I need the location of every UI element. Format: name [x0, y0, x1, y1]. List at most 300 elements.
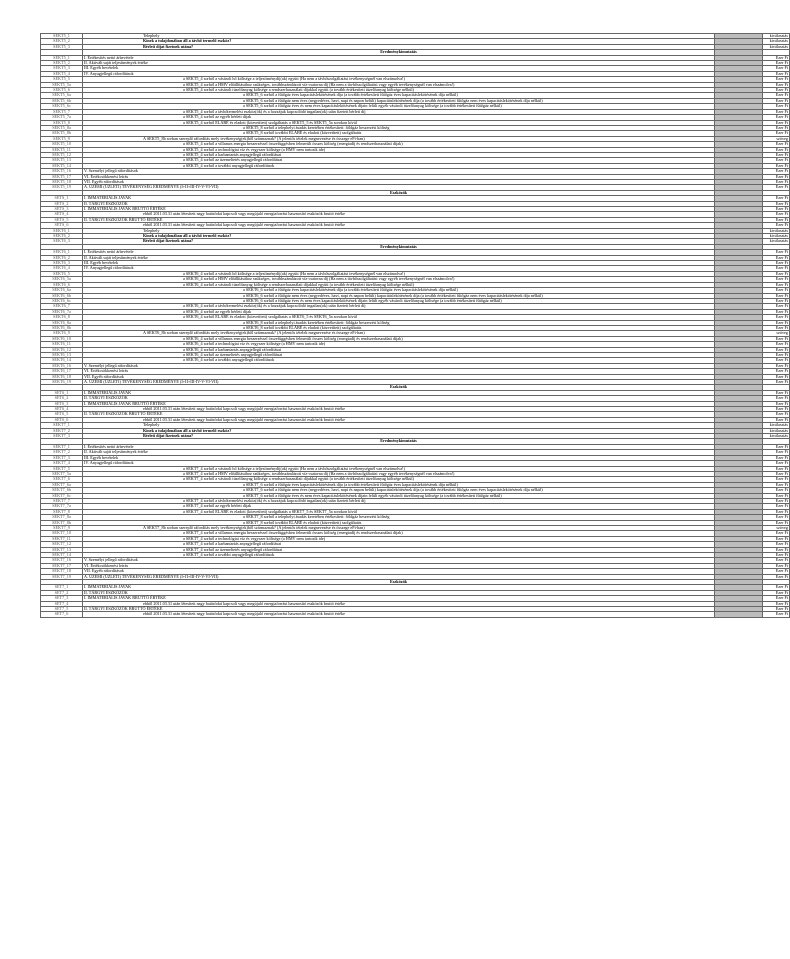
- row-label: a SEKT5_6 sorból a fűtőgáz éves kapacitáslekötésének díja (a tovább értékesített fűtőgáz éves kapacitáslekötésének díja nélkül): [83, 93, 715, 98]
- row-label: a SEKT5_4 sorból a további anyagjellegű ráfordítások: [83, 163, 715, 168]
- row-label: IV. Anyagjellegű ráfordítások: [83, 461, 715, 466]
- row-code: SEKT7_9: [41, 525, 83, 530]
- row-label: II. Aktivált saját teljesítmények értéke: [83, 61, 715, 66]
- row-code: SEKT5_5a: [41, 82, 83, 87]
- row-unit: Ezer Ft: [763, 363, 790, 368]
- row-unit: Ezer Ft: [763, 547, 790, 552]
- row-unit: kiválasztás: [763, 239, 790, 244]
- row-label: ebből 2011.03.31 után létesített nagy hatásfokú kapcsolt vagy megújuló energiaforrást hasznosító eszközök bruttó értéke: [83, 407, 715, 412]
- row-label: a SEKT5_4 sorból a villamos energia beszerzéssel összefüggésben felmerült összes költség (energiadíj és rendszerhasználati díjak): [83, 142, 715, 147]
- row-label: a SEKT5_4 sorból az egyéb bérleti díjak: [83, 115, 715, 120]
- row-unit: Ezer Ft: [763, 498, 790, 503]
- row-code: SET7_3: [41, 596, 83, 601]
- row-unit: Ezer Ft: [763, 574, 790, 579]
- row-label: III. Egyéb bevételek: [83, 66, 715, 71]
- row-unit: Ezer Ft: [763, 120, 790, 125]
- row-code: SEKT7_18: [41, 569, 83, 574]
- row-unit: Ezer Ft: [763, 444, 790, 449]
- row-label: ebből 2011.03.31 után létesített nagy hatásfokú kapcsolt vagy megújuló energiaforrást hasznosító eszközök bruttó értéke: [83, 212, 715, 217]
- row-label: VI. Értékcsökkenési leírás: [83, 369, 715, 374]
- row-unit: kiválasztás: [763, 428, 790, 433]
- row-code: SEKT5_10: [41, 142, 83, 147]
- row-label: III. Egyéb bevételek: [83, 455, 715, 460]
- row-code: SEKT7_6: [41, 477, 83, 482]
- row-unit: Ezer Ft: [763, 607, 790, 612]
- row-unit: Ezer Ft: [763, 250, 790, 255]
- row-code: SEKT5_6b: [41, 98, 83, 103]
- row-code: SEKT7_7a: [41, 504, 83, 509]
- row-label: I. Értékesítés nettó árbevétele: [83, 250, 715, 255]
- row-label: a SEKT7_4 sorból a technológiai víz és vegyszer költsége (a HMV nem tartozik ide): [83, 536, 715, 541]
- row-label: I. IMMATERIÁLIS JAVAK BRUTTÓ ÉRTÉKE: [83, 401, 715, 406]
- row-unit: Ezer Ft: [763, 347, 790, 352]
- row-label: a SEKT7_4 sorból az egyéb bérleti díjak: [83, 504, 715, 509]
- row-label: a SEKT7_4 sorból a villamos energia beszerzéssel összefüggésben felmerült összes költség (energiadíj és rendszerhasználati díjak): [83, 531, 715, 536]
- row-unit: Ezer Ft: [763, 309, 790, 314]
- row-unit: kiválasztás: [763, 234, 790, 239]
- row-unit: Ezer Ft: [763, 266, 790, 271]
- row-code: SEKT5_17: [41, 174, 83, 179]
- value-input-cell[interactable]: [715, 612, 763, 617]
- row-code: SEKT7_8a: [41, 515, 83, 520]
- row-label: a SEKT5_4 sorból a távhőtermelési eszköz(ök) és a hozzájuk kapcsolódó ingatlan(ok) után fizetett bérleti díj: [83, 109, 715, 114]
- row-code: SEKT5_1: [41, 34, 83, 39]
- row-unit: kiválasztás: [763, 423, 790, 428]
- row-code: SEKT5_4: [41, 71, 83, 76]
- row-code: SEKT5_3: [41, 66, 83, 71]
- row-unit: Ezer Ft: [763, 477, 790, 482]
- row-unit: szöveg: [763, 331, 790, 336]
- row-code: SEKT6_13: [41, 352, 83, 357]
- row-unit: Ezer Ft: [763, 515, 790, 520]
- table-row: [41, 612, 790, 617]
- row-label: a SEKT6_4 sorból a távhőtermelési eszköz(ök) és a hozzájuk kapcsolódó ingatlan(ok) után fizetett bérleti díj: [83, 304, 715, 309]
- row-unit: Ezer Ft: [763, 55, 790, 60]
- row-unit: Ezer Ft: [763, 125, 790, 130]
- row-label: V. Személyi jellegű ráfordítások: [83, 558, 715, 563]
- row-code: SEKT6_1: [41, 250, 83, 255]
- row-unit: Ezer Ft: [763, 142, 790, 147]
- row-code: SEKT5_9: [41, 136, 83, 141]
- row-code: SET7_1: [41, 585, 83, 590]
- row-code: SEKT6_10: [41, 336, 83, 341]
- row-label: IV. Anyagjellegű ráfordítások: [83, 71, 715, 76]
- row-label: a SEKT5_4 sorból a vásárolt hő költsége a teljesítménydíj(ak) együtt (Ha nem a távhőszolgáltatási tevékenységnél van elszámolva!): [83, 77, 715, 82]
- row-code: SEKT6_16: [41, 363, 83, 368]
- row-label: a SEKT7_4 sorból a távhőtermelési eszköz(ök) és a hozzájuk kapcsolódó ingatlan(ok) után fizetett bérleti díj: [83, 498, 715, 503]
- row-unit: Ezer Ft: [763, 82, 790, 87]
- row-unit: Ezer Ft: [763, 288, 790, 293]
- row-label: II. TÁRGYI ESZKÖZÖK: [83, 396, 715, 401]
- row-code: SEKT5_11: [41, 147, 83, 152]
- section-title: Eszközök: [83, 190, 715, 195]
- row-label: a SEKT7_6 sorból a fűtőgáz nem éves (negyedéves, havi, napi és napon belüli) kapacitáslekötésének díja (a tovább értékesített fűtőgáz nem éves kapacitáslekötésének díja nélkül): [83, 488, 715, 493]
- row-label: a SEKT7_4 sorból a vásárolt tüzelőanyag költsége a rendszerhasználati díjakkal együtt (a tovább értékesített tüzelőanyag költsége nélkül): [83, 477, 715, 482]
- row-code: SEKT5_18: [41, 179, 83, 184]
- row-unit: Ezer Ft: [763, 374, 790, 379]
- row-code: SET7_4: [41, 601, 83, 606]
- row-code: SETS_5: [41, 217, 83, 222]
- row-unit: Ezer Ft: [763, 369, 790, 374]
- row-label: a SEKT7_8 sorból további ELÁBÉ és eladott (közvetített) szolgáltatás: [83, 520, 715, 525]
- row-code: SEKT7_5: [41, 466, 83, 471]
- row-label: VII. Egyéb ráfordítások: [83, 179, 715, 184]
- row-code: SEKT7_8: [41, 509, 83, 514]
- row-code: SEKT7_2: [41, 428, 83, 433]
- row-code: SEKT6_6a: [41, 288, 83, 293]
- row-unit: Ezer Ft: [763, 509, 790, 514]
- row-unit: Ezer Ft: [763, 207, 790, 212]
- row-code: SEKT5_2: [41, 39, 83, 44]
- row-code: SEKT6_18: [41, 374, 83, 379]
- row-label: V. Személyi jellegű ráfordítások: [83, 169, 715, 174]
- row-code: SEKT6_14: [41, 358, 83, 363]
- row-label: a SEKT6_4 sorból a HMV előállításához szükséges, továbbszámlázott víz-csatorna díj (Ha nem a távhőszolgáltatási vagy egyéb tevékenységnél van elszámolva!): [83, 277, 715, 282]
- row-label: I. IMMATERIÁLIS JAVAK: [83, 585, 715, 590]
- spreadsheet: [40, 33, 788, 618]
- row-code: SEKT6_7: [41, 304, 83, 309]
- row-label: I. Értékesítés nettó árbevétele: [83, 444, 715, 449]
- row-label: a SEKT5_6 sorból a fűtőgáz éves és nem éves kapacitáslekötésének díjain felüli egyéb vásárolt tüzelőanyag költsége (a tovább értékesített fűtőgáz nélkül): [83, 104, 715, 109]
- row-code: SEKT7_11: [41, 536, 83, 541]
- row-label: a SEKT5_8 sorból a telephelyi ásadás keretében értékesített: földgáz beszerzési költség: [83, 125, 715, 130]
- row-code: SEKT5_7a: [41, 115, 83, 120]
- row-code: SEKT6_8b: [41, 325, 83, 330]
- row-unit: Ezer Ft: [763, 255, 790, 260]
- row-code: SEKT6_9: [41, 331, 83, 336]
- row-code: SETS_3: [41, 207, 83, 212]
- row-code: SEKT6_6: [41, 282, 83, 287]
- row-code: SEKT7_3: [41, 434, 83, 439]
- row-code: SEKT5_8: [41, 120, 83, 125]
- row-unit: Ezer Ft: [763, 358, 790, 363]
- row-unit: Ezer Ft: [763, 455, 790, 460]
- row-unit: Ezer Ft: [763, 488, 790, 493]
- row-unit: Ezer Ft: [763, 277, 790, 282]
- row-label: a SEKT7_4 sorból a HMV előállításához szükséges, továbbszámlázott víz-csatorna díj (Ha nem a távhőszolgáltatási vagy egyéb tevékenységnél van elszámolva!): [83, 471, 715, 476]
- row-unit: Ezer Ft: [763, 342, 790, 347]
- row-code: SEKT6_5: [41, 271, 83, 276]
- row-code: SEKT7_5a: [41, 471, 83, 476]
- row-unit: Ezer Ft: [763, 147, 790, 152]
- row-label: a SEKT6_6 sorból a fűtőgáz éves kapacitáslekötésének díja (a tovább értékesített fűtőgáz éves kapacitáslekötésének díja nélkül): [83, 288, 715, 293]
- row-code: SETS_2: [41, 201, 83, 206]
- row-code: SEKT7_4: [41, 461, 83, 466]
- row-label: a SEKT6_4 sorból a karbantartás anyagjellegű ráfordításai: [83, 347, 715, 352]
- row-label: a SEKT6_4 sorból a technológiai víz és vegyszer költsége (a HMV nem tartozik ide): [83, 342, 715, 347]
- row-unit: Ezer Ft: [763, 504, 790, 509]
- row-code: SEKT6_8: [41, 315, 83, 320]
- row-code: SEKT7_6a: [41, 482, 83, 487]
- row-label: II. TÁRGYI ESZKÖZÖK: [83, 201, 715, 206]
- row-unit: Ezer Ft: [763, 217, 790, 222]
- row-unit: Ezer Ft: [763, 612, 790, 617]
- row-code: SEKT6_4: [41, 266, 83, 271]
- row-label: ebből 2011.03.31 után létesített nagy hatásfokú kapcsolt vagy megújuló energiaforrást hasznosító eszközök bruttó értéke: [83, 417, 715, 422]
- row-unit: Ezer Ft: [763, 590, 790, 595]
- row-unit: Ezer Ft: [763, 482, 790, 487]
- row-label: a SEKT6_4 sorból ELÁBÉ és eladott (közvetített) szolgáltatás a SEKT6_5 és SEKT6_5a sorokon kívül: [83, 315, 715, 320]
- row-label: a SEKT7_4 sorból ELÁBÉ és eladott (közvetített) szolgáltatás a SEKT7_5 és SEKT7_5a sorokon kívül: [83, 509, 715, 514]
- row-unit: Ezer Ft: [763, 417, 790, 422]
- row-code: SEKT6_1: [41, 228, 83, 233]
- row-label: a SEKT6_4 sorból az egyéb bérleti díjak: [83, 309, 715, 314]
- row-label: A. ÜZEMI (ÜZLETI) TEVÉKENYSÉG EREDMÉNYE (I+II+III-IV-V-VI-VII): [83, 574, 715, 579]
- row-label: a SEKT5_6 sorból a fűtőgáz nem éves (negyedéves, havi, napi és napon belüli) kapacitáslekötésének díja (a tovább értékesített fűtőgáz nem éves kapacitáslekötésének díja nélkül): [83, 98, 715, 103]
- row-unit: Ezer Ft: [763, 174, 790, 179]
- row-label: a SEKT7_4 sorból az üzemeltetés anyagjellegű ráfordításai: [83, 547, 715, 552]
- row-code: SEKT7_19: [41, 574, 83, 579]
- row-unit: Ezer Ft: [763, 542, 790, 547]
- row-unit: Ezer Ft: [763, 352, 790, 357]
- row-unit: Ezer Ft: [763, 466, 790, 471]
- row-label: a SEKT6_4 sorból a vásárolt hő költsége a teljesítménydíj(ak) együtt (Ha nem a távhőszolgáltatási tevékenységnél van elszámolva!): [83, 271, 715, 276]
- row-label: a SEKT5_4 sorból ELÁBÉ és eladott (közvetített) szolgáltatás a SEKT5_5 és SEKT5_5a sorokon kívül: [83, 120, 715, 125]
- row-label: ebből 2011.03.31 után létesített nagy hatásfokú kapcsolt vagy megújuló energiaforrást hasznosító eszközök bruttó értéke: [83, 223, 715, 228]
- row-code: SEKT6_2: [41, 255, 83, 260]
- row-unit: Ezer Ft: [763, 325, 790, 330]
- row-code: SEKT5_7: [41, 109, 83, 114]
- row-unit: Ezer Ft: [763, 115, 790, 120]
- row-label: V. Személyi jellegű ráfordítások: [83, 363, 715, 368]
- row-code: SEKT5_5: [41, 77, 83, 82]
- row-label: I. IMMATERIÁLIS JAVAK BRUTTÓ ÉRTÉKE: [83, 596, 715, 601]
- row-code: SETS_1: [41, 196, 83, 201]
- row-unit: Ezer Ft: [763, 88, 790, 93]
- row-code: SEKT6_3: [41, 261, 83, 266]
- row-unit: Ezer Ft: [763, 315, 790, 320]
- row-unit: Ezer Ft: [763, 163, 790, 168]
- row-label: II. Aktivált saját teljesítmények értéke: [83, 255, 715, 260]
- row-unit: Ezer Ft: [763, 77, 790, 82]
- row-unit: Ezer Ft: [763, 558, 790, 563]
- row-unit: Ezer Ft: [763, 450, 790, 455]
- row-unit: Ezer Ft: [763, 261, 790, 266]
- row-code: SET6_1: [41, 390, 83, 395]
- row-code: SET6_6: [41, 417, 83, 422]
- row-code: SET7_5: [41, 607, 83, 612]
- row-label: a SEKT7_8 sorból a telephelyi ásadás keretében értékesített: földgáz beszerzési költség: [83, 515, 715, 520]
- row-code: SEKT7_6b: [41, 488, 83, 493]
- row-code: SET6_3: [41, 401, 83, 406]
- row-label: III. Egyéb bevételek: [83, 261, 715, 266]
- section-title: Eszközök: [83, 580, 715, 585]
- row-code: SEKT6_3: [41, 239, 83, 244]
- row-label: a SEKT6_6 sorból a fűtőgáz nem éves (negyedéves, havi, napi és napon belüli) kapacitáslekötésének díja (a tovább értékesített fűtőgáz nem éves kapacitáslekötésének díja nélkül): [83, 293, 715, 298]
- row-unit: szöveg: [763, 525, 790, 530]
- row-unit: Ezer Ft: [763, 93, 790, 98]
- row-label: a SEKT5_4 sorból a technológiai víz és vegyszer költsége (a HMV nem tartozik ide): [83, 147, 715, 152]
- row-label: Telephely: [83, 423, 715, 428]
- row-unit: Ezer Ft: [763, 98, 790, 103]
- row-label: Kinek a tulajdonában áll a távhő termelő eszköz?: [83, 234, 715, 239]
- row-code: SEKT7_1: [41, 423, 83, 428]
- row-code: SEKT6_6b: [41, 293, 83, 298]
- row-code: SEKT5_13: [41, 158, 83, 163]
- row-code: SETS_4: [41, 212, 83, 217]
- row-code: SEKT7_13: [41, 547, 83, 552]
- row-label: a SEKT7_6 sorból a fűtőgáz éves és nem éves kapacitáslekötésének díjain felüli egyéb vásárolt tüzelőanyag költsége (a tovább értékesített fűtőgáz nélkül): [83, 493, 715, 498]
- row-unit: kiválasztás: [763, 228, 790, 233]
- row-unit: Ezer Ft: [763, 520, 790, 525]
- row-code: SEKT5_16: [41, 169, 83, 174]
- row-unit: Ezer Ft: [763, 320, 790, 325]
- row-code: SEKT5_8b: [41, 131, 83, 136]
- row-unit: kiválasztás: [763, 434, 790, 439]
- row-unit: Ezer Ft: [763, 298, 790, 303]
- row-unit: Ezer Ft: [763, 601, 790, 606]
- row-label: a SEKT5_4 sorból az üzemeltetés anyagjellegű ráfordításai: [83, 158, 715, 163]
- row-code: SEKT5_6c: [41, 104, 83, 109]
- row-unit: Ezer Ft: [763, 158, 790, 163]
- row-unit: Ezer Ft: [763, 536, 790, 541]
- row-code: SEKT6_19: [41, 380, 83, 385]
- row-code: SEKT7_8b: [41, 520, 83, 525]
- row-unit: Ezer Ft: [763, 271, 790, 276]
- row-label: ebből 2011.03.31 után létesített nagy hatásfokú kapcsolt vagy megújuló energiaforrást hasznosító eszközök bruttó értéke: [83, 612, 715, 617]
- section-title: Eredménykimutatás: [83, 439, 715, 444]
- row-label: II. TÁRGYI ESZKÖZÖK BRUTTÓ ÉRTÉKE: [83, 412, 715, 417]
- data-table: [40, 33, 790, 618]
- row-unit: Ezer Ft: [763, 461, 790, 466]
- row-code: SEKT7_3: [41, 455, 83, 460]
- row-label: a SEKT6_4 sorból az üzemeltetés anyagjellegű ráfordításai: [83, 352, 715, 357]
- row-code: SEKT6_11: [41, 342, 83, 347]
- row-unit: Ezer Ft: [763, 407, 790, 412]
- row-unit: Ezer Ft: [763, 71, 790, 76]
- row-code: SEKT7_14: [41, 553, 83, 558]
- section-title: Eredménykimutatás: [83, 50, 715, 55]
- row-code: SEKT6_6c: [41, 298, 83, 303]
- row-code: SEKT5_3: [41, 44, 83, 49]
- row-unit: Ezer Ft: [763, 66, 790, 71]
- table-body: [41, 34, 790, 618]
- row-code: SEKT6_8a: [41, 320, 83, 325]
- row-unit: szöveg: [763, 136, 790, 141]
- row-code: SEKT5_6a: [41, 93, 83, 98]
- row-code: SET6_5: [41, 412, 83, 417]
- row-code: SEKT7_17: [41, 563, 83, 568]
- row-label: a SEKT6_4 sorból a további anyagjellegű ráfordítások: [83, 358, 715, 363]
- row-label: I. IMMATERIÁLIS JAVAK BRUTTÓ ÉRTÉKE: [83, 207, 715, 212]
- row-label: VII. Egyéb ráfordítások: [83, 569, 715, 574]
- row-unit: Ezer Ft: [763, 201, 790, 206]
- row-label: VI. Értékcsökkenési leírás: [83, 174, 715, 179]
- row-code: SEKT7_7: [41, 498, 83, 503]
- row-code: SEKT5_2: [41, 61, 83, 66]
- row-label: a SEKT7_4 sorból a karbantartás anyagjellegű ráfordításai: [83, 542, 715, 547]
- row-label: I. IMMATERIÁLIS JAVAK: [83, 390, 715, 395]
- row-unit: Ezer Ft: [763, 471, 790, 476]
- row-code: SEKT6_2: [41, 234, 83, 239]
- row-unit: Ezer Ft: [763, 493, 790, 498]
- row-unit: Ezer Ft: [763, 563, 790, 568]
- row-code: SEKT7_12: [41, 542, 83, 547]
- row-code: SET7_6: [41, 612, 83, 617]
- row-label: Bérleti díjat fizetnek utána?: [83, 239, 715, 244]
- row-label: IV. Anyagjellegű ráfordítások: [83, 266, 715, 271]
- row-label: a SEKT7_4 sorból a vásárolt hő költsége a teljesítménydíj(ak) együtt (Ha nem a távhőszolgáltatási tevékenységnél van elszámolva!): [83, 466, 715, 471]
- row-unit: Ezer Ft: [763, 104, 790, 109]
- row-label: a SEKT7_4 sorból a további anyagjellegű ráfordítások: [83, 553, 715, 558]
- row-unit: Ezer Ft: [763, 336, 790, 341]
- row-unit: Ezer Ft: [763, 380, 790, 385]
- row-unit: Ezer Ft: [763, 531, 790, 536]
- row-label: I. Értékesítés nettó árbevétele: [83, 55, 715, 60]
- row-code: SEKT5_1: [41, 55, 83, 60]
- row-unit: Ezer Ft: [763, 61, 790, 66]
- section-title: Eredménykimutatás: [83, 244, 715, 249]
- row-label: a SEKT5_4 sorból a vásárolt tüzelőanyag költsége a rendszerhasználati díjakkal együtt (a tovább értékesített tüzelőanyag költsége nélkül): [83, 88, 715, 93]
- row-code: SEKT7_6c: [41, 493, 83, 498]
- row-label: Kinek a tulajdonában áll a távhő termelő eszköz?: [83, 428, 715, 433]
- row-unit: Ezer Ft: [763, 109, 790, 114]
- row-code: SEKT7_1: [41, 444, 83, 449]
- row-unit: Ezer Ft: [763, 152, 790, 157]
- row-label: A. ÜZEMI (ÜZLETI) TEVÉKENYSÉG EREDMÉNYE (I+II+III-IV-V-VI-VII): [83, 380, 715, 385]
- row-label: ebből 2011.03.31 után létesített nagy hatásfokú kapcsolt vagy megújuló energiaforrást hasznosító eszközök bruttó értéke: [83, 601, 715, 606]
- row-code: SEKT5_19: [41, 185, 83, 190]
- row-label: VII. Egyéb ráfordítások: [83, 374, 715, 379]
- row-label: a SEKT5_4 sorból a karbantartás anyagjellegű ráfordításai: [83, 152, 715, 157]
- row-code: SET6_4: [41, 407, 83, 412]
- row-label: II. TÁRGYI ESZKÖZÖK: [83, 590, 715, 595]
- row-label: II. TÁRGYI ESZKÖZÖK BRUTTÓ ÉRTÉKE: [83, 217, 715, 222]
- row-code: SEKT5_14: [41, 163, 83, 168]
- row-code: SET7_2: [41, 590, 83, 595]
- row-label: Telephely: [83, 228, 715, 233]
- row-label: A SEKT5_8b sorban szereplő ráfordítás mely tevékenység(ek)ből származnak? (A jelentős tételek megnevezése és összege eFt-ban): [83, 136, 715, 141]
- row-unit: Ezer Ft: [763, 553, 790, 558]
- row-label: I. IMMATERIÁLIS JAVAK: [83, 196, 715, 201]
- row-unit: Ezer Ft: [763, 282, 790, 287]
- row-label: II. Aktivált saját teljesítmények értéke: [83, 450, 715, 455]
- row-code: SEKT5_12: [41, 152, 83, 157]
- row-code: SEKT5_8a: [41, 125, 83, 130]
- row-unit: Ezer Ft: [763, 569, 790, 574]
- row-label: a SEKT6_6 sorból a fűtőgáz éves és nem éves kapacitáslekötésének díjain felüli egyéb vásárolt tüzelőanyag költsége (a tovább értékesített fűtőgáz nélkül): [83, 298, 715, 303]
- row-label: VI. Értékcsökkenési leírás: [83, 563, 715, 568]
- row-label: A SEKT7_8b sorban szereplő ráfordítás mely tevékenység(ek)ből származnak? (A jelentős tételek megnevezése és összege eFt-ban): [83, 525, 715, 530]
- row-label: Kinek a tulajdonában áll a távhő termelő eszköz?: [83, 39, 715, 44]
- section-title: Eszközök: [83, 385, 715, 390]
- row-label: a SEKT5_8 sorból további ELÁBÉ és eladott (közvetített) szolgáltatás: [83, 131, 715, 136]
- row-label: a SEKT7_6 sorból a fűtőgáz éves kapacitáslekötésének díja (a tovább értékesített fűtőgáz éves kapacitáslekötésének díja nélkül): [83, 482, 715, 487]
- row-unit: Ezer Ft: [763, 396, 790, 401]
- row-code: SEKT6_5a: [41, 277, 83, 282]
- row-code: SEKT7_2: [41, 450, 83, 455]
- row-label: a SEKT6_8 sorból további ELÁBÉ és eladott (közvetített) szolgáltatás: [83, 325, 715, 330]
- row-unit: Ezer Ft: [763, 390, 790, 395]
- row-unit: Ezer Ft: [763, 585, 790, 590]
- row-unit: Ezer Ft: [763, 196, 790, 201]
- row-code: SEKT5_6: [41, 88, 83, 93]
- row-label: Bérleti díjat fizetnek utána?: [83, 434, 715, 439]
- row-code: SEKT6_7a: [41, 309, 83, 314]
- row-unit: Ezer Ft: [763, 179, 790, 184]
- row-label: a SEKT5_4 sorból a HMV előállításához szükséges, továbbszámlázott víz-csatorna díj (Ha nem a távhőszolgáltatási vagy egyéb tevékenységnél van elszámolva!): [83, 82, 715, 87]
- row-label: a SEKT6_4 sorból a villamos energia beszerzéssel összefüggésben felmerült összes költség (energiadíj és rendszerhasználati díjak): [83, 336, 715, 341]
- row-label: Bérleti díjat fizetnek utána?: [83, 44, 715, 49]
- row-label: A. ÜZEMI (ÜZLETI) TEVÉKENYSÉG EREDMÉNYE (I+II+III-IV-V-VI-VII): [83, 185, 715, 190]
- row-unit: Ezer Ft: [763, 223, 790, 228]
- row-unit: Ezer Ft: [763, 412, 790, 417]
- row-unit: Ezer Ft: [763, 401, 790, 406]
- row-label: II. TÁRGYI ESZKÖZÖK BRUTTÓ ÉRTÉKE: [83, 607, 715, 612]
- row-unit: Ezer Ft: [763, 212, 790, 217]
- row-unit: Ezer Ft: [763, 293, 790, 298]
- row-code: SEKT6_12: [41, 347, 83, 352]
